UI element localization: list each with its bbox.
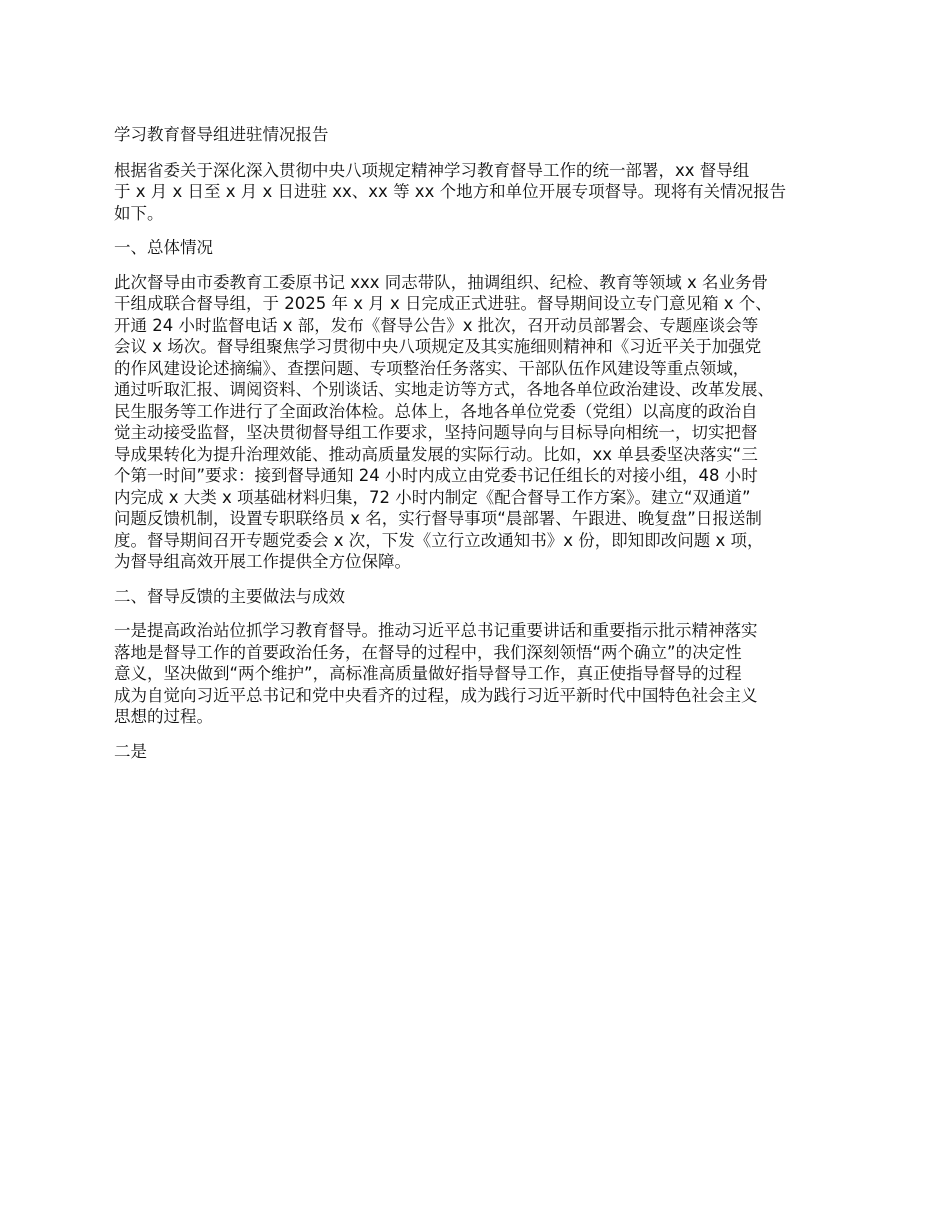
paragraph-line: 觉主动接受监督，坚决贯彻督导组工作要求，坚持问题导向与目标导向相统一，切实把督 <box>114 423 758 442</box>
paragraph-line: 导成果转化为提升治理效能、推动高质量发展的实际行动。比如，xx 单县委坚决落实“三 <box>114 444 758 464</box>
paragraph-line: 思想的过程。 <box>114 707 213 726</box>
paragraph-line: 个第一时间”要求：接到督导通知 24 小时内成立由党委书记任组长的对接小组，48 小时 <box>114 466 758 485</box>
section-heading-2 <box>114 586 854 608</box>
paragraph-line: 如下。 <box>114 203 164 223</box>
paragraph-line: 一是提高政治站位抓学习教育督导。推动习近平总书记重要讲话和重要指示批示精神落实 <box>114 621 758 640</box>
paragraph-line: 落地是督导工作的首要政治任务，在督导的过程中，我们深刻领悟“两个确立”的决定性 <box>114 642 742 662</box>
paragraph-line: 民生服务等工作进行了全面政治体检。总体上，各地各单位党委（党组）以高度的政治自 <box>114 401 758 421</box>
section-heading-text: 一、总体情况 <box>114 238 213 257</box>
section-heading-1 <box>114 237 854 259</box>
paragraph-line: 意义，坚决做到“两个维护”，高标准高质量做好指导督导工作，真正使指导督导的过程 <box>114 664 742 683</box>
paragraph-line: 干组成联合督导组，于 2025 年 x 月 x 日完成正式进驻。督导期间设立专门意见箱 x 个、 <box>114 294 772 313</box>
paragraph-line: 问题反馈机制，设置专职联络员 x 名，实行督导事项“晨部署、午跟进、晚复盘”日报送制 <box>114 509 762 528</box>
document-title <box>114 124 854 146</box>
document-body <box>114 124 854 775</box>
paragraph-line: 通过听取汇报、调阅资料、个别谈话、实地走访等方式，各地各单位政治建设、改革发展、 <box>114 380 774 399</box>
paragraph-line: 根据省委关于深化深入贯彻中央八项规定精神学习教育督导工作的统一部署，xx 督导组 <box>114 160 750 180</box>
paragraph-line: 内完成 x 大类 x 项基础材料归集，72 小时内制定《配合督导工作方案》。建立“双通道” <box>114 487 751 507</box>
paragraph-line: 成为自觉向习近平总书记和党中央看齐的过程，成为践行习近平新时代中国特色社会主义 <box>114 685 758 705</box>
paragraph-line: 于 x 月 x 日至 x 月 x 日进驻 xx、xx 等 xx 个地方和单位开展专项督导。现将有关情况报告 <box>114 182 787 201</box>
paragraph-line: 度。督导期间召开专题党委会 x 次，下发《立行立改通知书》x 份，即知即改问题 x 项， <box>114 530 764 550</box>
paragraph-line: 的作风建设论述摘编》、查摆问题、专项整治任务落实、干部队伍作风建设等重点领域， <box>114 358 750 378</box>
paragraph-second-measure <box>114 741 854 763</box>
paragraph-line: 二是 <box>114 741 147 761</box>
paragraph-line: 会议 x 场次。督导组聚焦学习贯彻中央八项规定及其实施细则精神和《习近平关于加强党 <box>114 337 762 356</box>
paragraph-overall <box>114 272 854 573</box>
paragraph-line: 为督导组高效开展工作提供全方位保障。 <box>114 552 411 571</box>
paragraph-first-measure <box>114 620 854 728</box>
paragraph-line: 此次督导由市委教育工委原书记 xxx 同志带队，抽调组织、纪检、教育等领域 x 名业务骨 <box>114 272 769 292</box>
title-text: 学习教育督导组进驻情况报告 <box>114 125 329 144</box>
paragraph-intro <box>114 160 854 225</box>
paragraph-line: 开通 24 小时监督电话 x 部，发布《督导公告》x 批次，召开动员部署会、专题座谈会等 <box>114 315 759 335</box>
section-heading-text: 二、督导反馈的主要做法与成效 <box>114 586 345 606</box>
